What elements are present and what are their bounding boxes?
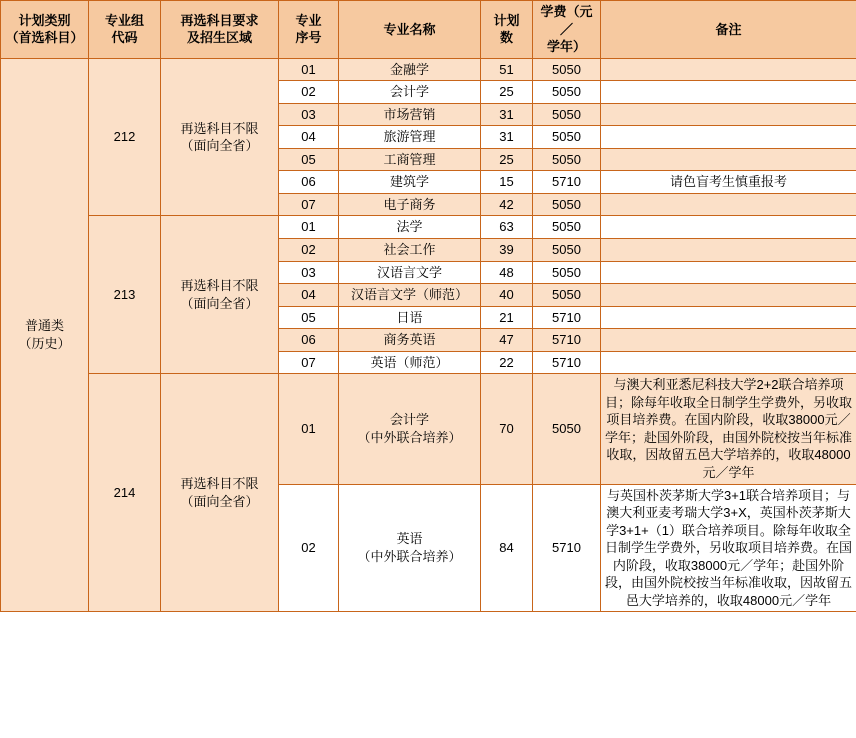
table-row — [1, 216, 856, 239]
major-no: 05 — [279, 148, 339, 171]
category-line2: （历史） — [18, 336, 71, 352]
plan-count: 48 — [481, 261, 533, 284]
tuition-fee: 5050 — [533, 284, 601, 307]
group-code-cell: 212 — [89, 58, 161, 216]
remark — [601, 239, 856, 262]
major-no: 02 — [279, 239, 339, 262]
header-requirement-line1: 再选科目要求 — [180, 12, 259, 28]
header-category-line2: （首选科目） — [5, 30, 84, 46]
plan-count: 25 — [481, 148, 533, 171]
major-no: 02 — [279, 484, 339, 612]
remark — [601, 351, 856, 374]
major-name: 日语 — [339, 306, 481, 329]
major-name-line2: （中外联合培养） — [357, 548, 462, 564]
remark — [601, 103, 856, 126]
remark — [601, 126, 856, 149]
major-name: 汉语言文学（师范） — [339, 284, 481, 307]
header-cell-major-no — [279, 1, 339, 59]
major-name: 建筑学 — [339, 171, 481, 194]
group-requirement-line1: 再选科目不限 — [180, 278, 259, 294]
major-no: 01 — [279, 374, 339, 484]
header-major-no-line2: 序号 — [295, 30, 322, 46]
tuition-fee: 5710 — [533, 484, 601, 612]
remark — [601, 81, 856, 104]
header-plan-count-line1: 计划 — [493, 12, 520, 28]
major-no: 07 — [279, 351, 339, 374]
major-no: 04 — [279, 126, 339, 149]
major-name — [339, 484, 481, 612]
plan-count: 51 — [481, 58, 533, 81]
plan-count: 42 — [481, 193, 533, 216]
header-major-name-line1: 专业名称 — [383, 21, 436, 37]
major-name: 社会工作 — [339, 239, 481, 262]
tuition-fee: 5710 — [533, 306, 601, 329]
group-requirement-line1: 再选科目不限 — [180, 120, 259, 136]
header-remark-line1: 备注 — [715, 21, 742, 37]
plan-count: 40 — [481, 284, 533, 307]
plan-count: 63 — [481, 216, 533, 239]
plan-count: 84 — [481, 484, 533, 612]
tuition-fee: 5050 — [533, 216, 601, 239]
major-name: 法学 — [339, 216, 481, 239]
group-requirement-line1: 再选科目不限 — [180, 476, 259, 492]
tuition-fee: 5050 — [533, 239, 601, 262]
major-name — [339, 374, 481, 484]
header-group-code-line2: 代码 — [111, 30, 138, 46]
remark — [601, 148, 856, 171]
tuition-fee: 5710 — [533, 351, 601, 374]
plan-count: 31 — [481, 126, 533, 149]
group-requirement-line2: （面向全省） — [180, 295, 259, 311]
major-no: 06 — [279, 329, 339, 352]
remark — [601, 193, 856, 216]
table-body — [1, 58, 856, 612]
tuition-fee: 5050 — [533, 193, 601, 216]
header-row — [1, 1, 856, 59]
remark — [601, 216, 856, 239]
major-name-line2: （中外联合培养） — [357, 429, 462, 445]
major-name: 市场营销 — [339, 103, 481, 126]
tuition-fee: 5050 — [533, 148, 601, 171]
major-name: 会计学 — [339, 81, 481, 104]
plan-count: 21 — [481, 306, 533, 329]
header-requirement-line2: 及招生区域 — [186, 30, 252, 46]
major-no: 05 — [279, 306, 339, 329]
plan-count: 70 — [481, 374, 533, 484]
tuition-fee: 5050 — [533, 58, 601, 81]
major-name: 工商管理 — [339, 148, 481, 171]
group-requirement-cell — [161, 216, 279, 374]
major-no: 07 — [279, 193, 339, 216]
major-no: 04 — [279, 284, 339, 307]
major-name: 电子商务 — [339, 193, 481, 216]
remark — [601, 329, 856, 352]
header-cell-group-code — [89, 1, 161, 59]
remark — [601, 58, 856, 81]
remark — [601, 284, 856, 307]
group-requirement-cell — [161, 58, 279, 216]
header-plan-count-line2: 数 — [499, 30, 513, 46]
header-tuition-line2: 学年） — [546, 39, 586, 55]
header-cell-category — [1, 1, 89, 59]
tuition-fee: 5710 — [533, 329, 601, 352]
header-cell-tuition — [533, 1, 601, 59]
header-cell-requirement — [161, 1, 279, 59]
remark — [601, 306, 856, 329]
major-no: 03 — [279, 103, 339, 126]
major-no: 06 — [279, 171, 339, 194]
category-cell — [1, 58, 89, 612]
group-requirement-line2: （面向全省） — [180, 493, 259, 509]
header-major-no-line1: 专业 — [295, 12, 322, 28]
group-requirement-line2: （面向全省） — [180, 138, 259, 154]
header-cell-plan-count — [481, 1, 533, 59]
remark: 与澳大利亚悉尼科技大学2+2联合培养项目；除每年收取全日制学生学费外，另收取项目培养费。在国内阶段，收取38000元／学年；赴国外阶段，由国外院校按当年标准收取，因故留五邑大学培养的，收取48000元／学年 — [601, 374, 856, 484]
major-name: 金融学 — [339, 58, 481, 81]
plan-count: 22 — [481, 351, 533, 374]
group-requirement-cell — [161, 374, 279, 612]
plan-count: 15 — [481, 171, 533, 194]
table-row — [1, 374, 856, 484]
major-name-line1: 英语 — [396, 531, 423, 547]
tuition-fee: 5050 — [533, 374, 601, 484]
header-cell-major-name — [339, 1, 481, 59]
header-tuition-line1: 学费（元／ — [540, 4, 593, 37]
remark: 请色盲考生慎重报考 — [601, 171, 856, 194]
header-cell-remark — [601, 1, 856, 59]
header-category-line1: 计划类别 — [18, 12, 71, 28]
remark: 与英国朴茨茅斯大学3+1联合培养项目；与澳大利亚麦考瑞大学3+X，英国朴茨茅斯大学3+1+（1）联合培养项目。除每年收取全日制学生学费外，另收取项目培养费。在国内阶段，收取38000元／学年；赴国外阶段，由国外院校按当年标准收取，因故留五邑大学培养的，收取48000元／学年 — [601, 484, 856, 612]
remark — [601, 261, 856, 284]
plan-count: 25 — [481, 81, 533, 104]
plan-count: 47 — [481, 329, 533, 352]
group-code-cell: 213 — [89, 216, 161, 374]
tuition-fee: 5050 — [533, 81, 601, 104]
header-group-code-line1: 专业组 — [104, 12, 144, 28]
major-name: 商务英语 — [339, 329, 481, 352]
group-code-cell: 214 — [89, 374, 161, 612]
major-name: 旅游管理 — [339, 126, 481, 149]
tuition-fee: 5050 — [533, 103, 601, 126]
major-no: 03 — [279, 261, 339, 284]
plan-count: 39 — [481, 239, 533, 262]
category-line1: 普通类 — [24, 318, 64, 334]
plan-count: 31 — [481, 103, 533, 126]
tuition-fee: 5050 — [533, 261, 601, 284]
table-row — [1, 58, 856, 81]
major-name: 汉语言文学 — [339, 261, 481, 284]
major-name-line1: 会计学 — [389, 412, 429, 428]
major-no: 01 — [279, 58, 339, 81]
table-header — [1, 1, 856, 59]
major-name: 英语（师范） — [339, 351, 481, 374]
tuition-fee: 5710 — [533, 171, 601, 194]
tuition-fee: 5050 — [533, 126, 601, 149]
major-no: 01 — [279, 216, 339, 239]
major-no: 02 — [279, 81, 339, 104]
